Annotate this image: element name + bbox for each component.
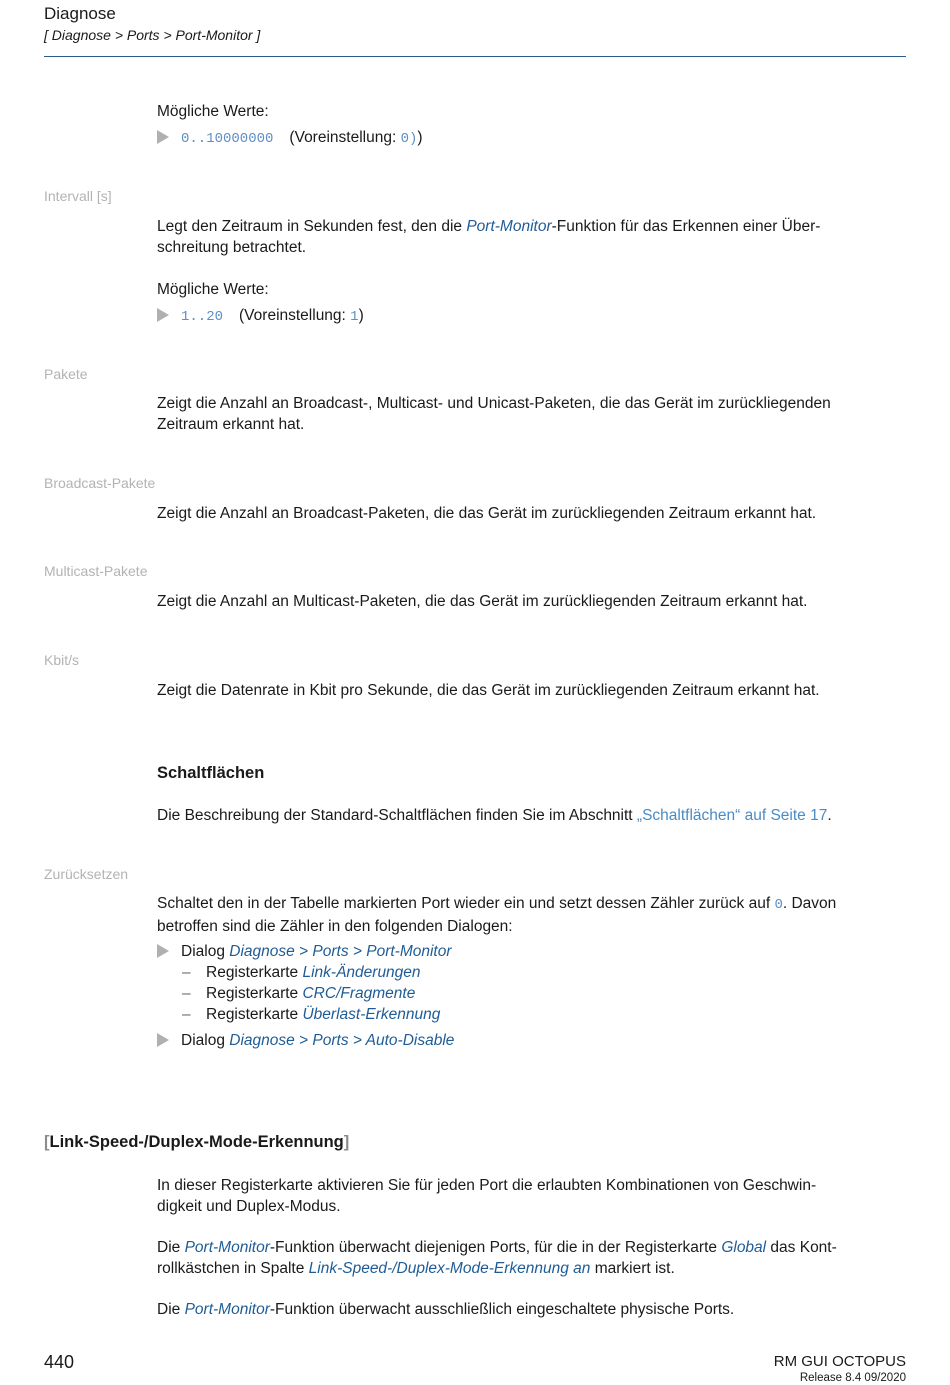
value-range: 1..20 bbox=[181, 309, 224, 325]
schaltflaechen-desc: Die Beschreibung der Standard-Schaltflächen finden Sie im Abschnitt „Schaltflächen“ auf Seite 17. bbox=[157, 807, 832, 824]
page-title: Diagnose bbox=[44, 4, 116, 23]
release-info: Release 8.4 09/2020 bbox=[799, 1372, 906, 1384]
values-block-top bbox=[157, 101, 907, 150]
product-name: RM GUI OCTOPUS bbox=[773, 1353, 906, 1370]
dialog-ref-port-monitor: Diagnose > Ports > Port-Monitor bbox=[229, 943, 452, 960]
param-label-intervall: Intervall [s] bbox=[44, 188, 112, 204]
value-range: 0..10000000 bbox=[181, 131, 274, 147]
crossref-link[interactable]: „Schaltflächen“ auf Seite 17 bbox=[636, 807, 828, 824]
section-heading-link-speed: [Link-Speed-/Duplex-Mode-Erkennung] bbox=[44, 1133, 350, 1151]
values-bullet: 1..20 (Voreinstellung: 1) bbox=[157, 305, 907, 328]
param-desc-pakete: Zeigt die Anzahl an Broadcast-, Multicast- und Unicast-Paketen, die das Gerät im zurückliegenden Zeitraum erkannt hat. bbox=[157, 395, 831, 433]
link-speed-p1: In dieser Registerkarte aktivieren Sie für jeden Port die erlaubten Kombinationen von Geschwin- digkeit und Duplex-Modus. bbox=[157, 1177, 817, 1215]
param-label-zuruecksetzen: Zurücksetzen bbox=[44, 866, 129, 882]
values-label: Mögliche Werte: bbox=[157, 103, 269, 120]
param-label-broadcast: Broadcast-Pakete bbox=[44, 475, 156, 491]
page-number: 440 bbox=[44, 1352, 75, 1372]
values-label: Mögliche Werte: bbox=[157, 281, 269, 298]
param-desc-zuruecksetzen: Schaltet den in der Tabelle markierten Port wieder ein und setzt dessen Zähler zurück auf 0. Davon betroffen sind die Zähler in den folgenden Dialogen: Dialog Diagnose > Ports > Port-Monitor – Registerkarte Link-Änderungen – Registerkarte CRC/Fragmente – Registerkarte Überlast-Erkennung Dialog Diagnose > Ports > Auto-Disable bbox=[157, 893, 907, 1051]
param-label-pakete: Pakete bbox=[44, 366, 88, 382]
param-label-kbits: Kbit/s bbox=[44, 652, 80, 668]
link-speed-p2: Die Port-Monitor-Funktion überwacht diejenigen Ports, für die in der Registerkarte Global das Kont- rollkästchen in Spalte Link-Speed-/Duplex-Mode-Erkennung an markiert ist. bbox=[157, 1239, 837, 1277]
default-value: 0 bbox=[400, 131, 409, 147]
triangle-bullet-icon bbox=[157, 944, 169, 958]
param-label-multicast: Multicast-Pakete bbox=[44, 563, 148, 579]
param-desc-kbits: Zeigt die Datenrate in Kbit pro Sekunde, die das Gerät im zurückliegenden Zeitraum erkannt hat. bbox=[157, 682, 820, 699]
reset-value: 0 bbox=[774, 897, 783, 913]
header-divider bbox=[44, 56, 906, 57]
tab-item: – Registerkarte Link-Änderungen bbox=[182, 964, 421, 981]
param-desc-multicast: Zeigt die Anzahl an Multicast-Paketen, die das Gerät im zurückliegenden Zeitraum erkannt hat. bbox=[157, 593, 808, 610]
param-desc-broadcast: Zeigt die Anzahl an Broadcast-Paketen, die das Gerät im zurückliegenden Zeitraum erkannt hat. bbox=[157, 505, 817, 522]
link-speed-p3: Die Port-Monitor-Funktion überwacht ausschließlich eingeschaltete physische Ports. bbox=[157, 1301, 735, 1318]
values-bullet: 0..10000000 (Voreinstellung: 0)) bbox=[157, 127, 907, 150]
triangle-bullet-icon bbox=[157, 308, 169, 322]
dialog-bullet: Dialog Diagnose > Ports > Port-Monitor bbox=[157, 941, 907, 962]
breadcrumb: [ Diagnose > Ports > Port-Monitor ] bbox=[44, 27, 261, 43]
tab-item: – Registerkarte Überlast-Erkennung bbox=[182, 1006, 441, 1023]
ref-port-monitor: Port-Monitor bbox=[466, 218, 552, 235]
section-heading-schaltflaechen: Schaltflächen bbox=[157, 764, 265, 782]
dialog-ref-auto-disable: Diagnose > Ports > Auto-Disable bbox=[229, 1032, 455, 1049]
triangle-bullet-icon bbox=[157, 1033, 169, 1047]
default-value: 1 bbox=[350, 309, 359, 325]
param-desc-intervall: Legt den Zeitraum in Sekunden fest, den die Port-Monitor-Funktion für das Erkennen einer Über- schreitung betrachtet. Mögliche Werte: 1..20 (Voreinstellung: 1) bbox=[157, 216, 907, 328]
tab-item: – Registerkarte CRC/Fragmente bbox=[182, 985, 416, 1002]
triangle-bullet-icon bbox=[157, 130, 169, 144]
dialog-bullet: Dialog Diagnose > Ports > Auto-Disable bbox=[157, 1030, 907, 1051]
